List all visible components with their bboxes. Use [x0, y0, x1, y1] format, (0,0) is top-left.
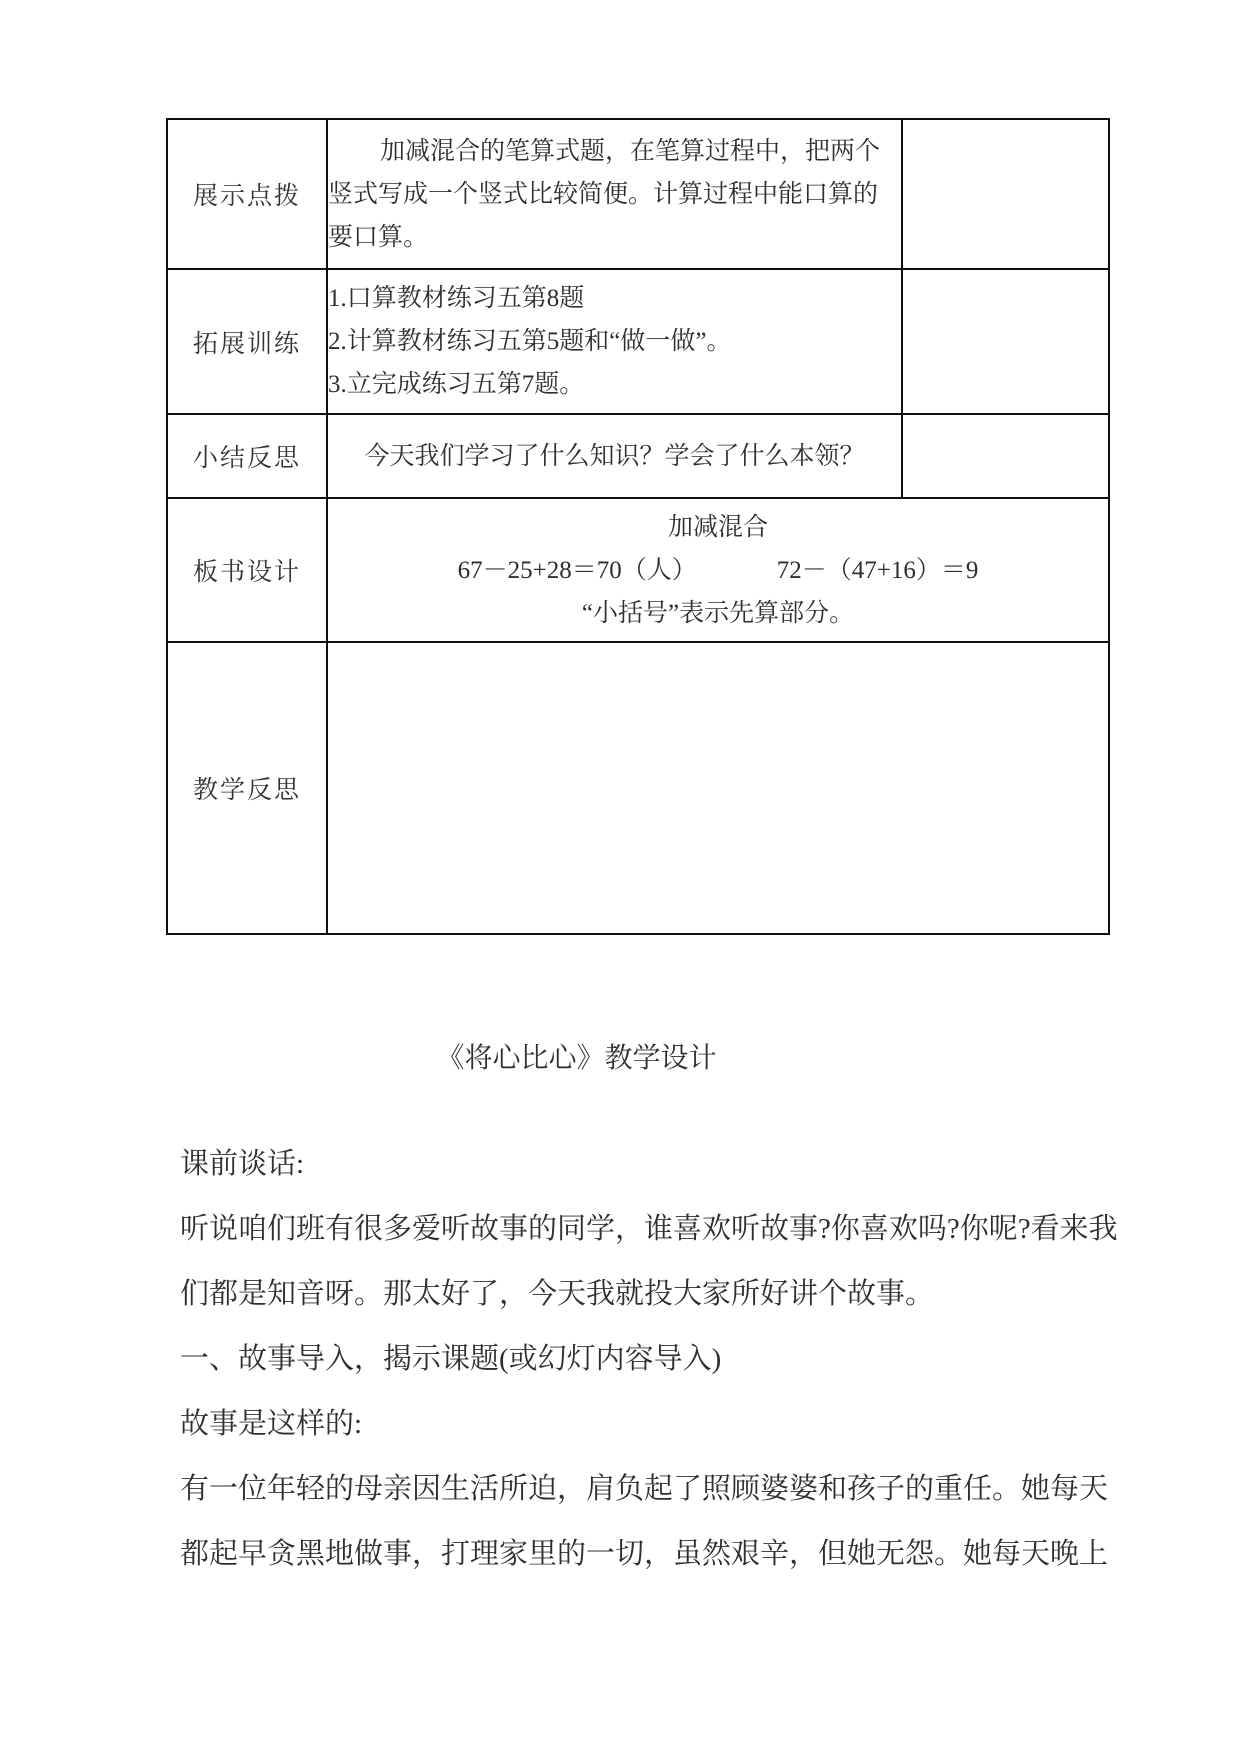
body-line: 都起早贪黑地做事，打理家里的一切，虽然艰辛，但她无怨。她每天晚上 [180, 1538, 1109, 1570]
equation-left: 67－25+28＝70（人） [457, 556, 697, 584]
content-line: 竖式写成一个竖式比较简便。计算过程中能口算的 [328, 180, 879, 208]
row-content-jiaoxue-fansi [327, 642, 1109, 934]
body-line: 故事是这样的: [180, 1408, 363, 1440]
content-line: 加减混合的笔算式题，在笔算过程中，把两个 [380, 137, 881, 165]
content-line: 要口算。 [328, 223, 429, 251]
content-line: 今天我们学习了什么知识？学会了什么本领？ [364, 442, 865, 470]
row-content-xiaojie-fansi [327, 414, 902, 498]
content-line: 3.立完成练习五第7题。 [328, 371, 585, 398]
body-line: 课前谈话: [180, 1148, 305, 1180]
body-line: 有一位年轻的母亲因生活所迫，肩负起了照顾婆婆和孩子的重任。她每天 [180, 1473, 1109, 1505]
equation-right: 72－（47+16）＝9 [776, 556, 979, 584]
board-equations [328, 549, 1108, 592]
body-line: 们都是知音呀。那太好了，今天我就投大家所好讲个故事。 [180, 1278, 935, 1310]
row-content-zhanshi-dianbo [327, 119, 902, 269]
table-row [167, 642, 1109, 934]
row-label-zhanshi-dianbo: 展示点拨 [167, 119, 327, 269]
table-row [167, 498, 1109, 642]
row-label-tuozhan-xunlian: 拓展训练 [167, 269, 327, 414]
table-row [167, 119, 1109, 269]
empty-cell [902, 414, 1109, 498]
row-label-xiaojie-fansi: 小结反思 [167, 414, 327, 498]
board-title: 加减混合 [667, 513, 768, 541]
empty-cell [902, 119, 1109, 269]
content-line: 1.口算教材练习五第8题 [328, 285, 585, 312]
body-text [180, 1149, 1180, 1604]
body-line: 听说咱们班有很多爱听故事的同学，谁喜欢听故事?你喜欢吗?你呢?看来我 [180, 1213, 1118, 1245]
board-note: “小括号”表示先算部分。 [581, 599, 855, 627]
table-row [167, 414, 1109, 498]
row-label-jiaoxue-fansi: 教学反思 [167, 642, 327, 934]
page-title: 《将心比心》教学设计 [436, 1043, 717, 1074]
row-content-banshu-sheji [327, 498, 1109, 642]
body-line: 一、故事导入，揭示课题(或幻灯内容导入) [180, 1343, 722, 1375]
content-line: 2.计算教材练习五第5题和“做一做”。 [328, 328, 732, 355]
row-content-tuozhan-xunlian [327, 269, 902, 414]
lesson-plan-table [166, 118, 1110, 935]
row-label-banshu-sheji: 板书设计 [167, 498, 327, 642]
table-row [167, 269, 1109, 414]
empty-cell [902, 269, 1109, 414]
